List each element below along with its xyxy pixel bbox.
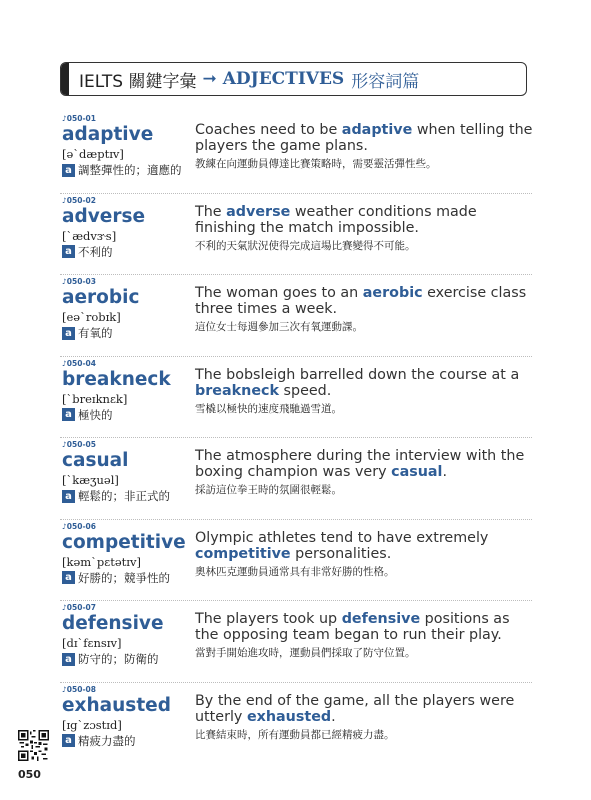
sentence-keyword: breakneck (195, 382, 279, 399)
audio-track-label[interactable]: ♪050-08 (62, 684, 96, 694)
example-sentence (195, 367, 535, 399)
sentence-keyword: casual (391, 464, 443, 480)
sentence-translation: 這位女士每週參加三次有氧運動課。 (195, 321, 363, 333)
header-title-en: ADJECTIVES (222, 69, 345, 89)
sentence-text: The players took up (195, 611, 342, 627)
page-number: 050 (18, 768, 41, 781)
sentence-text: Coaches need to be (195, 122, 342, 138)
entry-headword-block (62, 522, 190, 586)
sentence-text: The bobsleigh barrelled down the course at a (195, 366, 520, 383)
meaning: 有氧的 (78, 326, 113, 340)
vocab-entry (60, 520, 532, 602)
sentence-text: weather conditions made finishing the match impossible. (195, 203, 477, 236)
example-block (195, 530, 535, 579)
sentence-keyword: adaptive (341, 122, 413, 138)
sentence-translation: 教練在向運動員傳達比賽策略時，需要靈活彈性些。 (195, 158, 437, 170)
sentence-keyword: exhausted (246, 708, 332, 725)
part-of-speech-badge: a (62, 490, 75, 503)
vocabulary-list (60, 112, 532, 764)
meaning-line (62, 162, 190, 178)
entry-headword-block (62, 359, 190, 423)
meaning-line (62, 244, 190, 260)
vocab-entry (60, 357, 532, 439)
part-of-speech-badge: a (62, 653, 75, 666)
entry-headword-block (62, 440, 190, 504)
example-block (195, 448, 535, 497)
sentence-text: personalities. (290, 545, 392, 562)
part-of-speech-badge: a (62, 327, 75, 340)
sentence-keyword: competitive (195, 545, 291, 562)
sentence-text: The (195, 203, 227, 220)
phonetic: [kəmˋpɛtətɪv] (62, 554, 141, 569)
part-of-speech-badge: a (62, 408, 75, 421)
audio-track-label[interactable]: ♪050-02 (62, 195, 96, 205)
entry-headword-block (62, 603, 190, 667)
example-block (195, 122, 535, 171)
sentence-text: exercise class three times a week. (195, 285, 527, 317)
phonetic: [ˋkæʒuəl] (62, 473, 119, 487)
part-of-speech-badge: a (62, 571, 75, 584)
example-sentence (195, 693, 535, 725)
headword: adaptive (62, 124, 154, 145)
sentence-text: The atmosphere during the interview with the boxing champion was very (195, 448, 525, 480)
example-block (195, 611, 535, 660)
phonetic: [ˋbreɪknɛk] (62, 391, 128, 406)
meaning: 輕鬆的；非正式的 (78, 489, 170, 503)
audio-track-label[interactable]: ♪050-03 (62, 277, 96, 286)
audio-track-label[interactable]: ♪050-01 (62, 114, 96, 123)
meaning-line (62, 407, 190, 423)
audio-track-label[interactable]: ♪050-07 (62, 603, 96, 612)
sentence-text: . (442, 464, 447, 480)
sentence-text: By the end of the game, all the players were utterly (195, 692, 515, 725)
header-bar (61, 63, 69, 95)
vocab-entry (60, 601, 532, 683)
example-block (195, 204, 535, 253)
headword: defensive (62, 613, 164, 634)
phonetic: [ˋædvɝs] (62, 228, 117, 243)
vocab-entry (60, 112, 532, 194)
qr-code-icon[interactable] (18, 730, 49, 761)
meaning-line (62, 733, 190, 749)
meaning: 精疲力盡的 (78, 733, 136, 748)
audio-track-label[interactable]: ♪050-05 (62, 440, 96, 449)
phonetic: [əˋdæptɪv] (62, 147, 124, 161)
headword: adverse (62, 205, 146, 227)
example-sentence (195, 204, 535, 236)
sentence-text: . (331, 708, 336, 725)
audio-track-label[interactable]: ♪050-06 (62, 521, 96, 531)
arrow-icon: ➞ (202, 69, 217, 89)
sentence-text: positions as the opposing team began to run their play. (195, 611, 510, 643)
vocab-entry (60, 683, 532, 765)
meaning-line (62, 651, 190, 667)
meaning: 好勝的；競爭性的 (78, 570, 170, 585)
phonetic: [dɪˋfɛnsɪv] (62, 636, 122, 650)
part-of-speech-badge: a (62, 734, 75, 747)
meaning: 防守的；防衛的 (78, 652, 159, 666)
entry-headword-block (62, 277, 190, 341)
sentence-text: The woman goes to an (195, 285, 363, 301)
phonetic: [ɪgˋzɔstɪd] (62, 717, 122, 732)
part-of-speech-badge: a (62, 164, 75, 177)
sentence-translation: 雪橇以極快的速度飛馳過雪道。 (195, 402, 342, 415)
example-block (195, 693, 535, 742)
entry-headword-block (62, 685, 190, 749)
sentence-text: when telling the players the game plans. (195, 122, 533, 154)
example-block (195, 285, 535, 334)
example-sentence (195, 530, 535, 562)
sentence-text: speed. (279, 382, 332, 399)
entry-headword-block (62, 114, 190, 178)
example-sentence (195, 122, 535, 154)
example-sentence (195, 448, 535, 480)
sentence-keyword: adverse (226, 203, 291, 220)
meaning: 不利的 (78, 244, 113, 259)
sentence-translation: 當對手開始進攻時，運動員們採取了防守位置。 (195, 647, 416, 659)
phonetic: [eəˋrobɪk] (62, 310, 121, 324)
sentence-translation: 奧林匹克運動員通常具有非常好勝的性格。 (195, 565, 395, 578)
example-block (195, 367, 535, 416)
entry-headword-block (62, 196, 190, 260)
vocab-entry (60, 275, 532, 357)
section-header (60, 62, 527, 96)
meaning-line (62, 488, 190, 504)
headword: casual (62, 450, 129, 471)
meaning: 調整彈性的；適應的 (78, 163, 182, 177)
sentence-text: Olympic athletes tend to have extremely (195, 529, 489, 546)
header-title-zh: 形容詞篇 (351, 71, 420, 92)
sentence-translation: 不利的天氣狀況使得完成這場比賽變得不可能。 (195, 239, 416, 252)
headword: breakneck (62, 368, 171, 390)
headword: aerobic (62, 287, 140, 308)
audio-track-label[interactable]: ♪050-04 (62, 358, 96, 368)
meaning-line (62, 570, 190, 586)
vocab-entry (60, 438, 532, 520)
meaning: 極快的 (78, 407, 113, 422)
sentence-translation: 採訪這位拳王時的氛圍很輕鬆。 (195, 484, 342, 496)
headword: exhausted (62, 694, 171, 716)
sentence-keyword: aerobic (362, 285, 423, 301)
header-title-prefix: IELTS 關鍵字彙 (79, 71, 197, 92)
vocab-entry (60, 194, 532, 276)
meaning-line (62, 325, 190, 341)
part-of-speech-badge: a (62, 245, 75, 258)
headword: competitive (62, 531, 186, 553)
sentence-translation: 比賽結束時，所有運動員都已經精疲力盡。 (195, 728, 395, 741)
example-sentence (195, 285, 535, 317)
sentence-keyword: defensive (341, 611, 421, 627)
example-sentence (195, 611, 535, 643)
